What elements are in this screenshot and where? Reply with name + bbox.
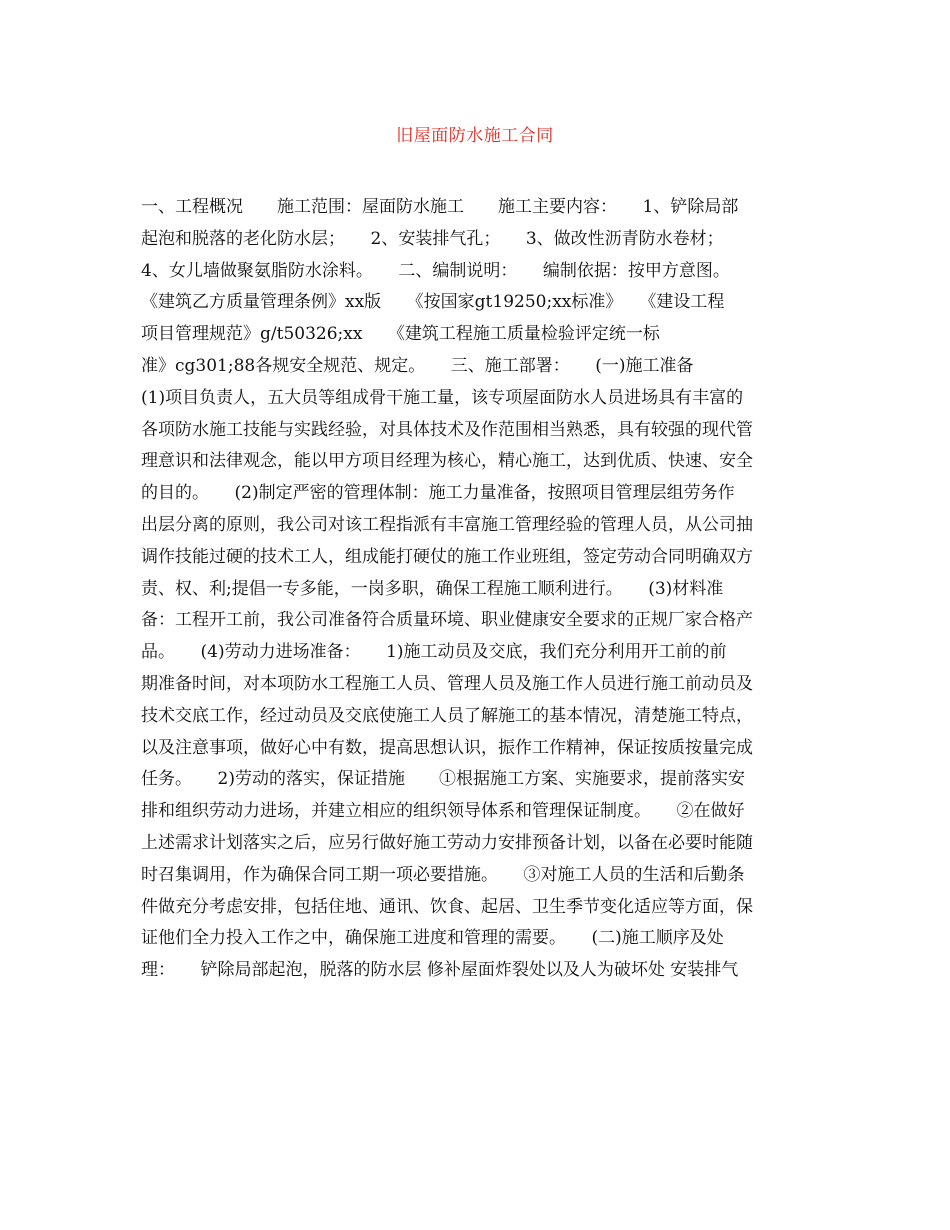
body-line: 理意识和法律观念，能以甲方项目经理为核心，精心施工，达到优质、快速、安全 — [141, 451, 753, 472]
body-line: (1)项目负责人，五大员等组成骨干施工量，该专项屋面防水人员进场具有丰富的 — [141, 387, 744, 408]
body-line: 4、女儿墙做聚氨脂防水涂料。 二、编制说明： 编制依据：按甲方意图。 — [141, 260, 730, 281]
body-line: 备：工程开工前，我公司准备符合质量环境、职业健康安全要求的正规厂家合格产 — [141, 610, 753, 631]
body-line: 调作技能过硬的技术工人，组成能打硬仗的施工作业班组，签定劳动合同明确双方 — [141, 546, 753, 567]
body-line: 一、工程概况 施工范围：屋面防水施工 施工主要内容： 1、铲除局部 — [141, 197, 739, 217]
body-line: 以及注意事项，做好心中有数，提高思想认识，振作工作精神，保证按质按量完成 — [141, 737, 753, 758]
body-line: 排和组织劳动力进场，并建立相应的组织领导体系和管理保证制度。 ②在做好 — [141, 801, 745, 822]
body-line: 上述需求计划落实之后，应另行做好施工劳动力安排预备计划，以备在必要时能随 — [141, 832, 753, 853]
body-line: 品。 (4)劳动力进场准备： 1)施工动员及交底，我们充分利用开工前的前 — [141, 642, 727, 663]
body-line: 各项防水施工技能与实践经验，对具体技术及作范围相当熟悉，具有较强的现代管 — [141, 419, 753, 440]
document-title: 旧屋面防水施工合同 — [396, 126, 554, 146]
body-line: 准》cg301;88各规安全规范、规定。 三、施工部署： (一)施工准备 — [141, 355, 694, 376]
document-body — [141, 192, 821, 987]
body-line: 时召集调用，作为确保合同工期一项必要措施。 ③对施工人员的生活和后勤条 — [141, 864, 745, 885]
body-line: 的目的。 (2)制定严密的管理体制：施工力量准备，按照项目管理层组劳务作 — [141, 483, 735, 504]
body-line: 技术交底工作，经过动员及交底使施工人员了解施工的基本情况，清楚施工特点， — [141, 705, 753, 726]
body-line: 《建筑乙方质量管理条例》xx版 《按国家gt19250;xx标准》 《建设工程 — [141, 292, 725, 313]
body-line: 证他们全力投入工作之中，确保施工进度和管理的需要。 (二)施工顺序及处 — [141, 928, 724, 949]
body-line: 理： 铲除局部起泡，脱落的防水层 修补屋面炸裂处以及人为破坏处 安装排气 — [141, 960, 739, 981]
body-line: 项目管理规范》g/t50326;xx 《建筑工程施工质量检验评定统一标 — [141, 324, 660, 345]
body-line: 出层分离的原则，我公司对该工程指派有丰富施工管理经验的管理人员，从公司抽 — [141, 514, 753, 535]
body-line: 件做充分考虑安排，包括住地、通讯、饮食、起居、卫生季节变化适应等方面，保 — [141, 896, 753, 917]
body-line: 责、权、利;提倡一专多能，一岗多职，确保工程施工顺利进行。 (3)材料准 — [141, 578, 724, 599]
body-line: 期准备时间，对本项防水工程施工人员、管理人员及施工作人员进行施工前动员及 — [141, 673, 753, 694]
body-line: 起泡和脱落的老化防水层； 2、安装排气孔； 3、做改性沥青防水卷材； — [141, 228, 724, 249]
body-line: 任务。 2)劳动的落实，保证措施 ①根据施工方案、实施要求，提前落实安 — [141, 769, 745, 790]
